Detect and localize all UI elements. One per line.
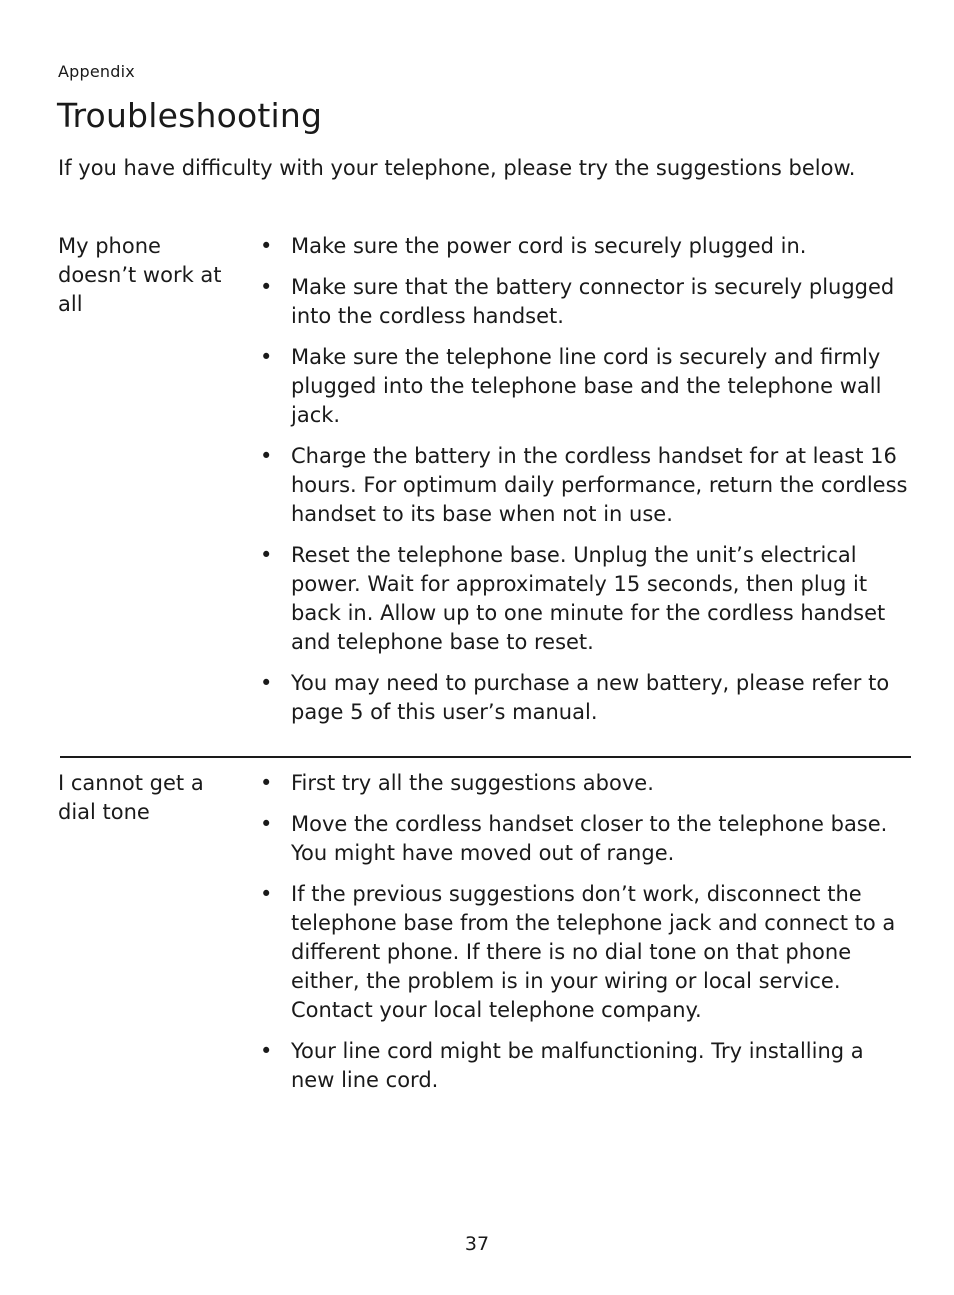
bullet-icon: • bbox=[260, 671, 273, 695]
bullet-icon: • bbox=[260, 1039, 273, 1063]
solution-item bbox=[260, 442, 912, 529]
solution-text: You may need to purchase a new battery, please refer to page 5 of this user’s manual. bbox=[291, 671, 890, 724]
bullet-icon: • bbox=[260, 345, 273, 369]
solution-list bbox=[260, 232, 912, 739]
solution-item bbox=[260, 880, 912, 1025]
solution-item bbox=[260, 343, 912, 430]
solution-item bbox=[260, 541, 912, 657]
solution-text: Charge the battery in the cordless handset for at least 16 hours. For optimum daily performance, return the cordless handset to its base when not in use. bbox=[291, 444, 908, 526]
solution-item bbox=[260, 810, 912, 868]
bullet-icon: • bbox=[260, 275, 273, 299]
bullet-icon: • bbox=[260, 771, 273, 795]
solution-text: If the previous suggestions don’t work, disconnect the telephone base from the telephone jack and connect to a different phone. If there is no dial tone on that phone either, the problem is in your wiring or local service. Contact your local telephone company. bbox=[291, 882, 896, 1022]
solution-text: First try all the suggestions above. bbox=[291, 771, 654, 795]
section-label: Appendix bbox=[58, 62, 135, 81]
page-title: Troubleshooting bbox=[57, 96, 323, 135]
bullet-icon: • bbox=[260, 234, 273, 258]
solution-item bbox=[260, 273, 912, 331]
solution-text: Move the cordless handset closer to the telephone base. You might have moved out of range. bbox=[291, 812, 888, 865]
solution-text: Reset the telephone base. Unplug the unit’s electrical power. Wait for approximately 15 seconds, then plug it back in. Allow up to one minute for the cordless handset and telephone base to reset. bbox=[291, 543, 886, 654]
solution-item bbox=[260, 1037, 912, 1095]
bullet-icon: • bbox=[260, 543, 273, 567]
solution-list bbox=[260, 769, 912, 1107]
solution-text: Make sure the telephone line cord is securely and firmly plugged into the telephone base and the telephone wall jack. bbox=[291, 345, 882, 427]
solution-text: Make sure the power cord is securely plugged in. bbox=[291, 234, 807, 258]
problem-label: I cannot get a dial tone bbox=[58, 771, 204, 824]
solution-text: Your line cord might be malfunctioning. Try installing a new line cord. bbox=[291, 1039, 864, 1092]
solution-item bbox=[260, 232, 912, 261]
solution-item bbox=[260, 669, 912, 727]
solution-text: Make sure that the battery connector is securely plugged into the cordless handset. bbox=[291, 275, 895, 328]
page-number: 37 bbox=[464, 1233, 490, 1255]
bullet-icon: • bbox=[260, 812, 273, 836]
problem-label: My phone doesn’t work at all bbox=[58, 234, 222, 316]
bullet-icon: • bbox=[260, 444, 273, 468]
bullet-icon: • bbox=[260, 882, 273, 906]
intro-text: If you have difficulty with your telephone, please try the suggestions below. bbox=[58, 156, 856, 180]
section-divider bbox=[60, 756, 911, 758]
solution-item bbox=[260, 769, 912, 798]
